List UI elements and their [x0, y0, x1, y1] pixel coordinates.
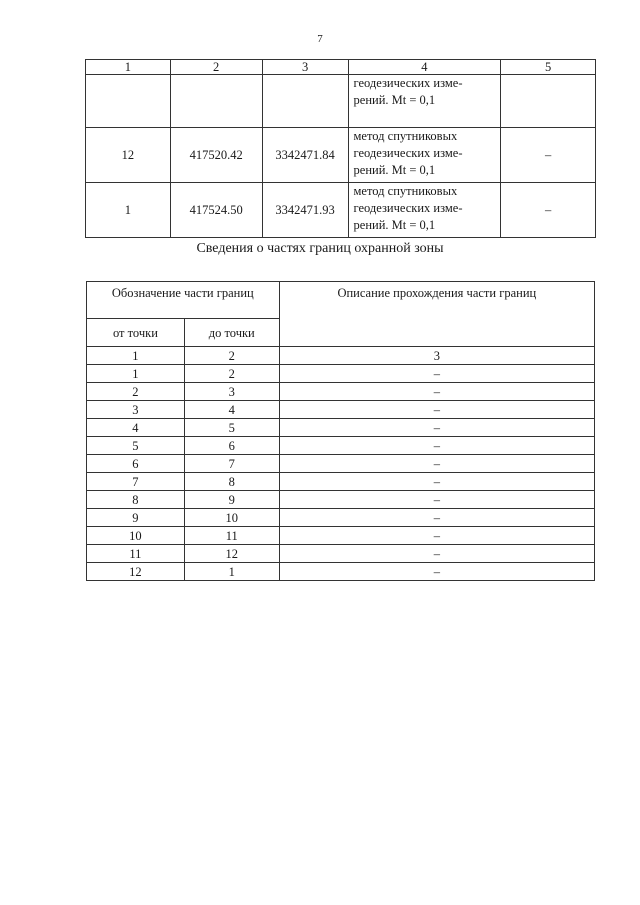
- column-index-row: [87, 347, 595, 365]
- table-row: [87, 545, 595, 563]
- from-point-cell: 8: [87, 491, 185, 509]
- column-index: 5: [501, 60, 596, 75]
- table-row: [87, 563, 595, 581]
- table-row: [87, 473, 595, 491]
- to-point-header: до точки: [184, 319, 279, 347]
- to-point-cell: 3: [184, 383, 279, 401]
- to-point-cell: 9: [184, 491, 279, 509]
- method-cell: [348, 75, 501, 128]
- point-cell: 1: [86, 183, 171, 238]
- description-cell: –: [279, 455, 594, 473]
- boundary-parts-table: [86, 281, 595, 581]
- from-point-cell: 12: [87, 563, 185, 581]
- table-header-row: [86, 60, 596, 75]
- table-header-row: [87, 282, 595, 319]
- from-point-cell: 3: [87, 401, 185, 419]
- to-point-cell: 2: [184, 365, 279, 383]
- method-line: метод спутниковых: [353, 184, 458, 198]
- to-point-cell: 4: [184, 401, 279, 419]
- description-cell: –: [279, 545, 594, 563]
- y-coordinate-cell: [262, 75, 348, 128]
- description-cell: –: [279, 401, 594, 419]
- table-row: [87, 509, 595, 527]
- y-coordinate-cell: 3342471.93: [262, 183, 348, 238]
- from-point-header: от точки: [87, 319, 185, 347]
- to-point-cell: 8: [184, 473, 279, 491]
- column-index: 4: [348, 60, 501, 75]
- description-header: Описание прохождения части границ: [279, 282, 594, 347]
- description-cell: –: [279, 527, 594, 545]
- column-index: 3: [262, 60, 348, 75]
- column-index: 1: [87, 347, 185, 365]
- point-cell: [86, 75, 171, 128]
- from-point-cell: 11: [87, 545, 185, 563]
- from-point-cell: 7: [87, 473, 185, 491]
- column-index: 2: [184, 347, 279, 365]
- table-row: [86, 183, 596, 238]
- table-row: [87, 455, 595, 473]
- page-number: 7: [317, 33, 323, 45]
- point-cell: 12: [86, 128, 171, 183]
- to-point-cell: 6: [184, 437, 279, 455]
- table-row: [86, 128, 596, 183]
- column-index: 3: [279, 347, 594, 365]
- description-cell: –: [279, 365, 594, 383]
- method-cell: [348, 128, 501, 183]
- to-point-cell: 11: [184, 527, 279, 545]
- column-index: 1: [86, 60, 171, 75]
- note-cell: –: [501, 128, 596, 183]
- table-row: [87, 491, 595, 509]
- x-coordinate-cell: 417520.42: [170, 128, 262, 183]
- description-cell: –: [279, 491, 594, 509]
- method-line: метод спутниковых: [353, 129, 458, 143]
- to-point-cell: 10: [184, 509, 279, 527]
- description-cell: –: [279, 419, 594, 437]
- table-row: [86, 75, 596, 128]
- from-point-cell: 1: [87, 365, 185, 383]
- from-point-cell: 5: [87, 437, 185, 455]
- description-cell: –: [279, 563, 594, 581]
- section-title: Сведения о частях границ охранной зоны: [196, 241, 444, 256]
- x-coordinate-cell: [170, 75, 262, 128]
- from-point-cell: 10: [87, 527, 185, 545]
- table-row: [87, 383, 595, 401]
- column-index: 2: [170, 60, 262, 75]
- table-row: [87, 365, 595, 383]
- coordinates-table: [85, 59, 596, 238]
- note-cell: –: [501, 183, 596, 238]
- from-point-cell: 4: [87, 419, 185, 437]
- method-line: рений. Mt = 0,1: [353, 218, 436, 232]
- note-cell: [501, 75, 596, 128]
- method-line: рений. Mt = 0,1: [353, 163, 436, 177]
- table-row: [87, 419, 595, 437]
- to-point-cell: 5: [184, 419, 279, 437]
- description-cell: –: [279, 383, 594, 401]
- description-cell: –: [279, 437, 594, 455]
- from-point-cell: 6: [87, 455, 185, 473]
- from-point-cell: 2: [87, 383, 185, 401]
- method-line: геодезических изме-: [353, 76, 463, 90]
- method-line: геодезических изме-: [353, 146, 463, 160]
- method-line: геодезических изме-: [353, 201, 463, 215]
- parts-designation-header: Обозначение части границ: [87, 282, 280, 319]
- to-point-cell: 1: [184, 563, 279, 581]
- from-point-cell: 9: [87, 509, 185, 527]
- table-row: [87, 527, 595, 545]
- description-cell: –: [279, 509, 594, 527]
- x-coordinate-cell: 417524.50: [170, 183, 262, 238]
- description-cell: –: [279, 473, 594, 491]
- table-row: [87, 437, 595, 455]
- y-coordinate-cell: 3342471.84: [262, 128, 348, 183]
- method-cell: [348, 183, 501, 238]
- to-point-cell: 7: [184, 455, 279, 473]
- table-row: [87, 401, 595, 419]
- to-point-cell: 12: [184, 545, 279, 563]
- method-line: рений. Mt = 0,1: [353, 93, 436, 107]
